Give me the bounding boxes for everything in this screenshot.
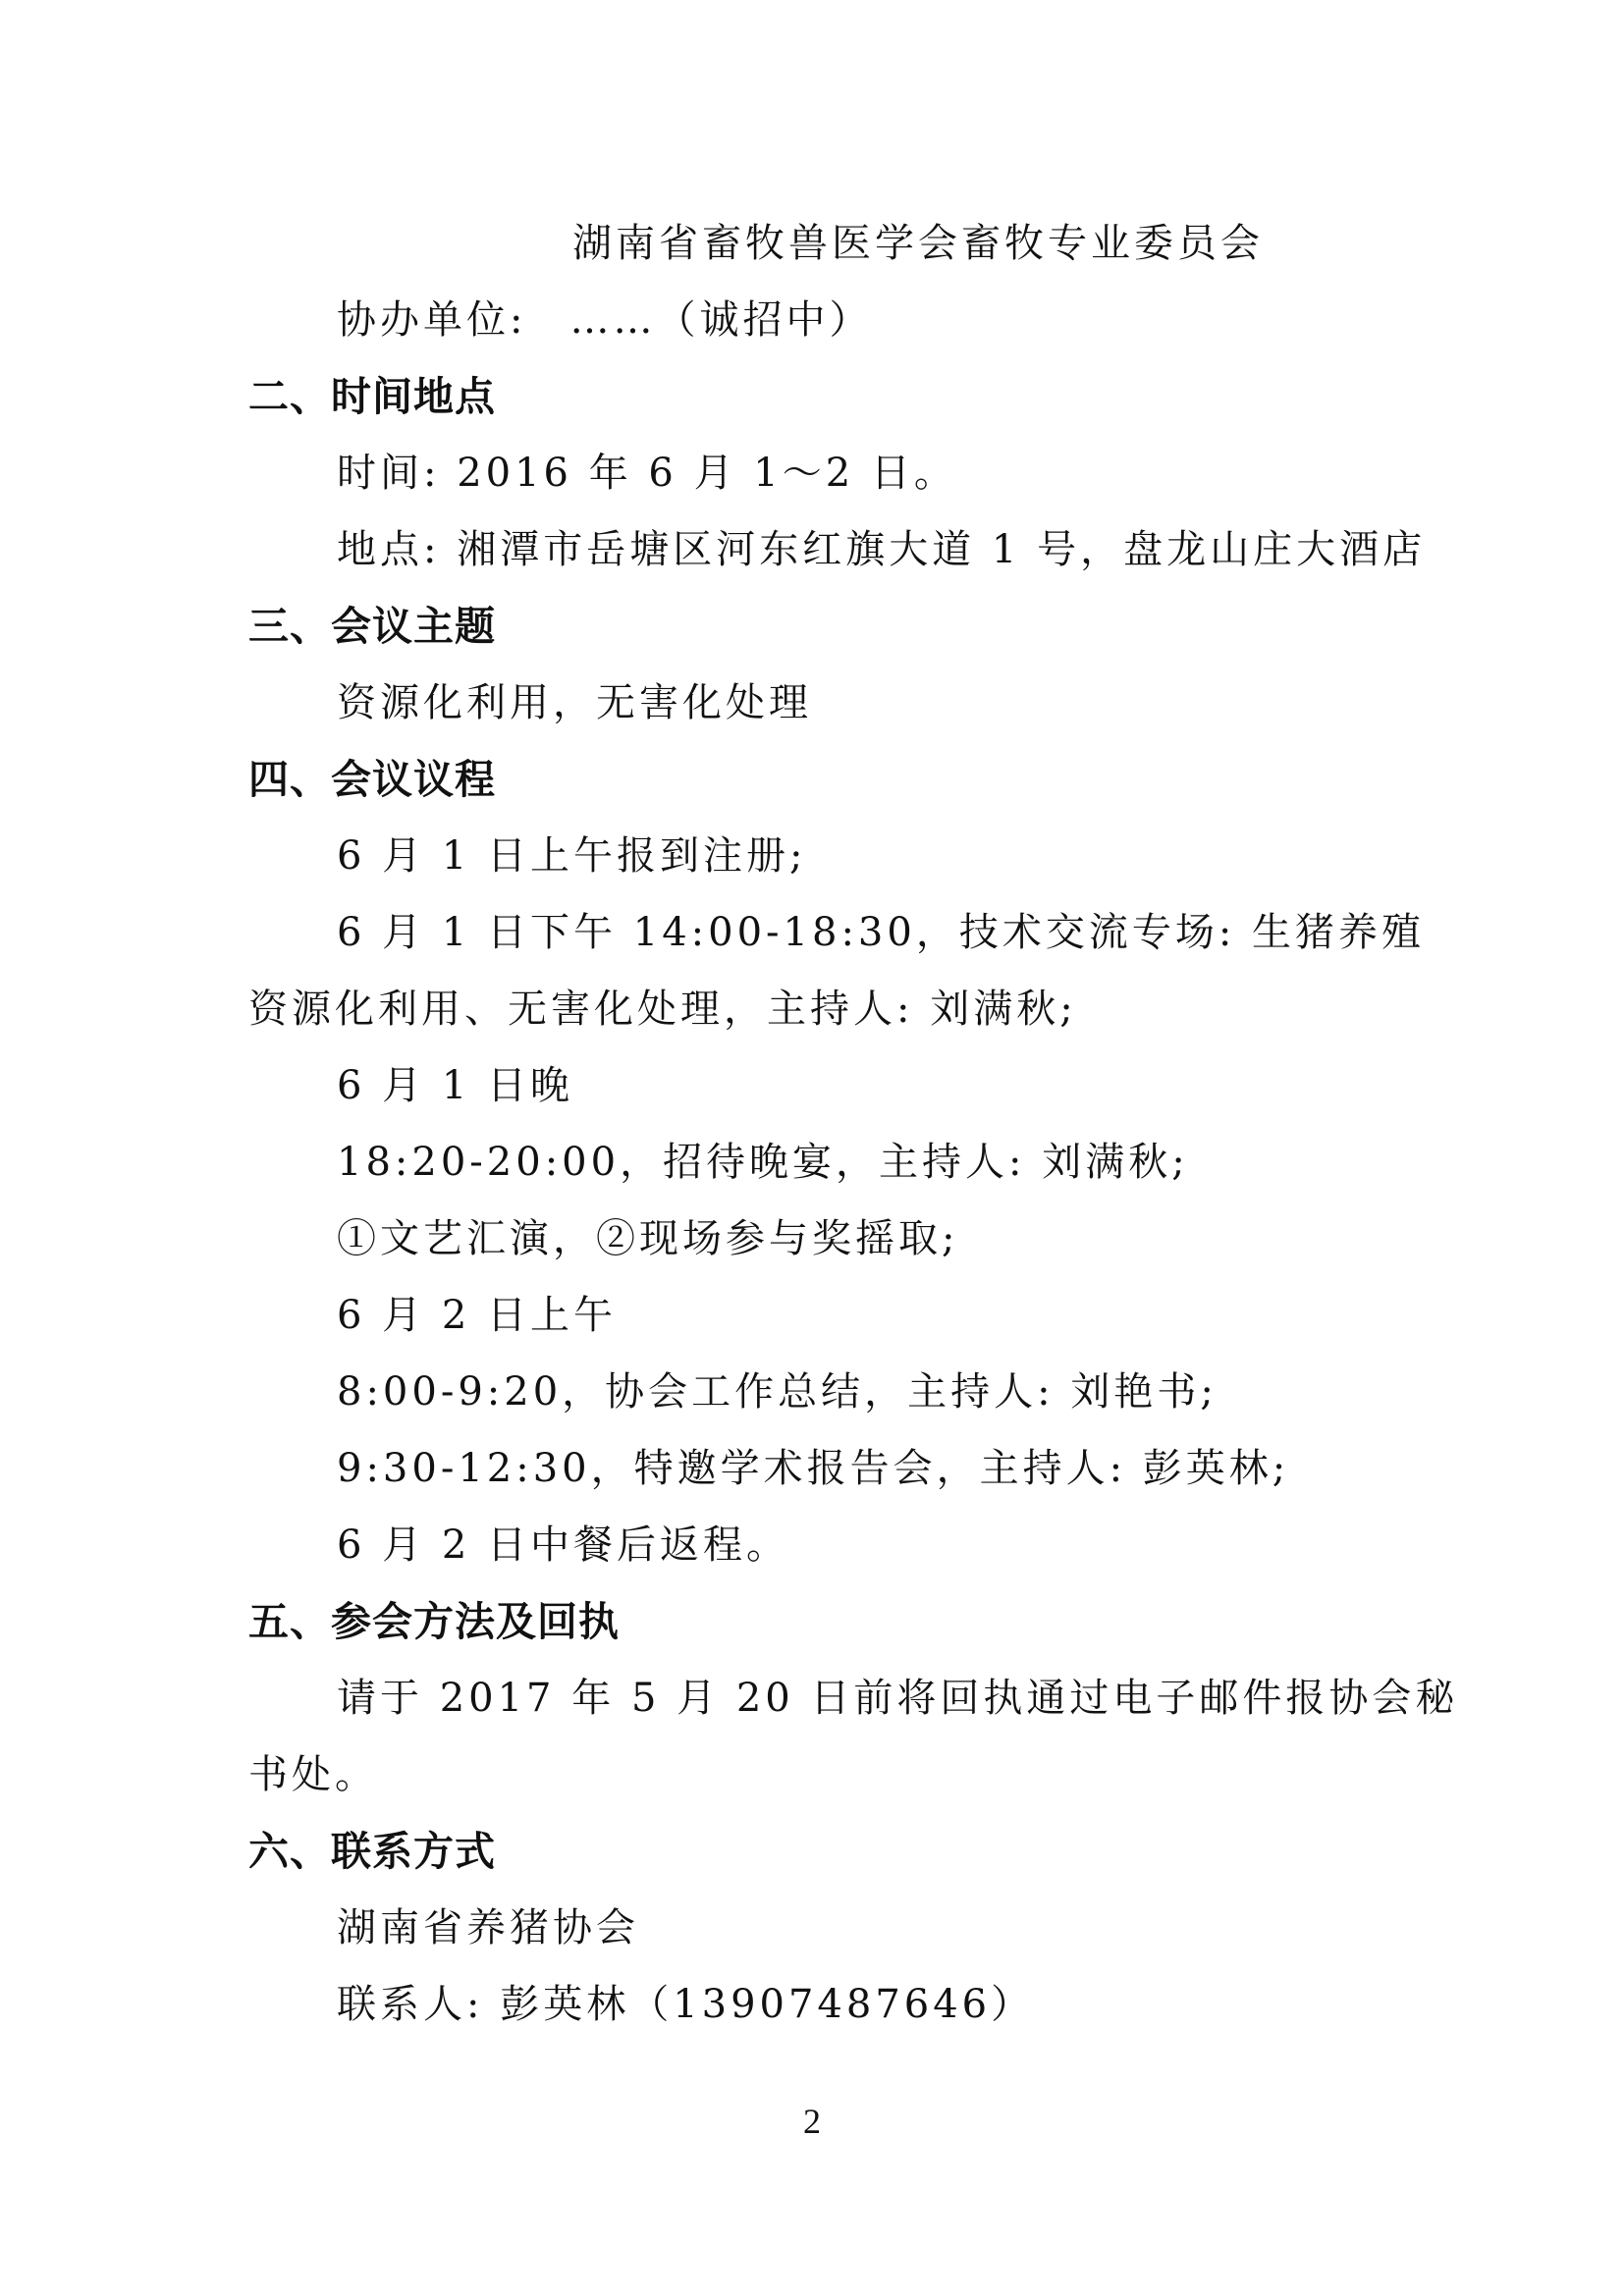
contact-person: 联系人: 彭英林（13907487646） [337, 1982, 1035, 2027]
registration-text-cont: 书处。 [248, 1752, 378, 1797]
meeting-place: 地点: 湘潭市岳塘区河东红旗大道 1 号，盘龙山庄大酒店 [337, 527, 1427, 572]
heading-theme: 三、会议主题 [248, 603, 496, 650]
heading-time-place: 二、时间地点 [248, 373, 496, 420]
agenda-line: ①文艺汇演，②现场参与奖摇取; [337, 1216, 959, 1261]
heading-registration: 五、参会方法及回执 [248, 1598, 620, 1645]
registration-text: 请于 2017 年 5 月 20 日前将回执通过电子邮件报协会秘 [337, 1676, 1459, 1721]
agenda-line: 6 月 2 日中餐后返程。 [337, 1522, 790, 1568]
agenda-line: 18:20-20:00，招待晚宴，主持人: 刘满秋; [337, 1140, 1189, 1185]
committee-name: 湖南省畜牧兽医学会畜牧专业委员会 [572, 221, 1264, 266]
heading-agenda: 四、会议议程 [248, 756, 496, 803]
agenda-line: 6 月 1 日晚 [337, 1063, 574, 1108]
contact-org: 湖南省养猪协会 [337, 1905, 639, 1950]
meeting-time: 时间: 2016 年 6 月 1～2 日。 [337, 451, 957, 496]
agenda-line: 6 月 1 日下午 14:00-18:30，技术交流专场: 生猪养殖 [337, 910, 1426, 955]
co-organizer: 协办单位: ……（诚招中） [337, 297, 873, 343]
agenda-line: 8:00-9:20，协会工作总结，主持人: 刘艳书; [337, 1369, 1218, 1415]
agenda-line: 9:30-12:30，特邀学术报告会，主持人: 彭英林; [337, 1446, 1290, 1491]
agenda-line: 6 月 2 日上午 [337, 1293, 618, 1338]
agenda-line: 资源化利用、无害化处理，主持人: 刘满秋; [248, 987, 1077, 1032]
agenda-line: 6 月 1 日上午报到注册; [337, 833, 807, 879]
theme-text: 资源化利用，无害化处理 [337, 680, 812, 725]
page-number: 2 [803, 2102, 821, 2141]
heading-contact: 六、联系方式 [248, 1828, 496, 1875]
